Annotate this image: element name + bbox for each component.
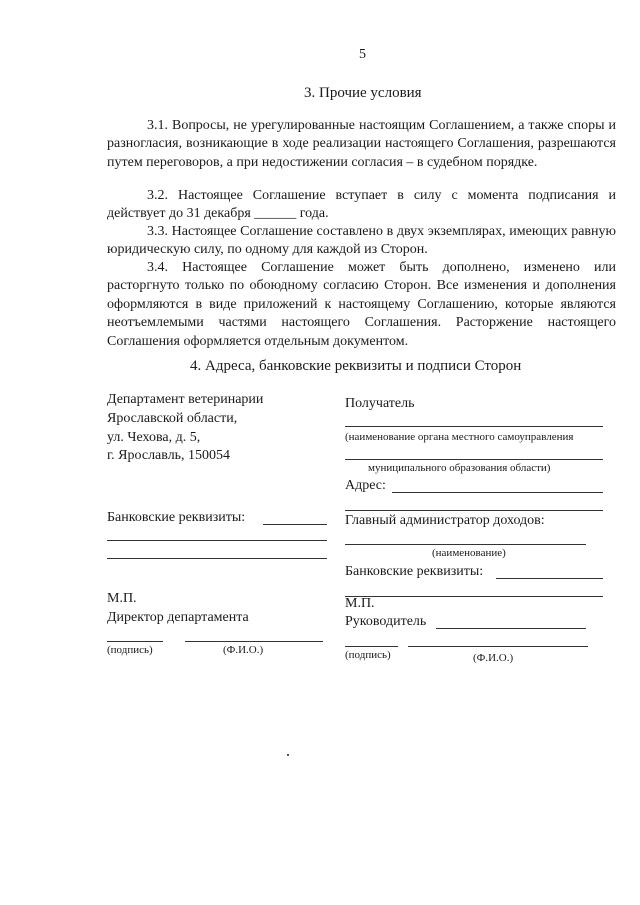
right-fio-line [408, 646, 588, 647]
left-org-line-2: Ярославской области, [107, 411, 238, 426]
left-bank-line-3 [107, 558, 327, 559]
right-name-caption-1: (наименование органа местного самоуправления [345, 431, 574, 443]
right-admin-caption: (наименование) [432, 547, 506, 559]
right-bank-label: Банковские реквизиты: [345, 564, 484, 579]
right-bank-line-2 [345, 596, 603, 597]
right-recipient-label: Получатель [345, 396, 415, 411]
paragraph-3-2: 3.2. Настоящее Соглашение вступает в силу с момента подписания и действует до 31 декабря ______ года. [107, 188, 616, 222]
left-mp: М.П. [107, 591, 137, 606]
left-bank-line-2 [107, 540, 327, 541]
right-position: Руководитель [345, 614, 427, 629]
section-4-heading: 4. Адреса, банковские реквизиты и подписи Сторон [190, 358, 522, 374]
right-name-caption-2: муниципального образования области) [368, 462, 551, 474]
right-fio-caption: (Ф.И.О.) [473, 652, 514, 664]
right-position-line [436, 628, 586, 629]
left-position: Директор департамента [107, 610, 249, 625]
section-3-heading: 3. Прочие условия [304, 85, 422, 101]
left-bank-label: Банковские реквизиты: [107, 510, 246, 525]
left-signature-caption: (подпись) [107, 644, 153, 656]
left-address-line-1: ул. Чехова, д. 5, [107, 430, 201, 445]
right-mp: М.П. [345, 596, 375, 611]
left-signature-line [107, 641, 163, 642]
left-fio-caption: (Ф.И.О.) [223, 644, 264, 656]
left-address-line-2: г. Ярославль, 150054 [107, 448, 231, 463]
right-admin-line [345, 544, 586, 545]
right-address-line-2 [345, 510, 603, 511]
left-fio-line [185, 641, 323, 642]
right-address-label: Адрес: [345, 478, 386, 493]
scan-speck [287, 754, 289, 756]
paragraph-3-3: 3.3. Настоящее Соглашение составлено в двух экземплярах, имеющих равную юридическую силу, по одному для каждой из Сторон. [107, 224, 616, 258]
left-bank-line-1 [263, 524, 327, 525]
right-bank-line-1 [496, 578, 603, 579]
right-signature-line [345, 646, 398, 647]
paragraph-3-4: 3.4. Настоящее Соглашение может быть дополнено, изменено или расторгнуто только по обоюдному согласию Сторон. Все изменения и дополнения оформляются в виде приложений к настоящему Соглашению, которые являются неотъемлемыми частями настоящего Соглашения. Расторжение настоящего Соглашения оформляется отдельным документом. [107, 260, 616, 349]
right-signature-caption: (подпись) [345, 649, 391, 661]
page-number: 5 [359, 47, 366, 62]
right-name-line-2 [345, 459, 603, 460]
right-name-line-1 [345, 426, 603, 427]
left-org-line-1: Департамент ветеринарии [107, 392, 264, 407]
right-address-line-1 [392, 492, 603, 493]
right-admin-label: Главный администратор доходов: [345, 513, 545, 528]
paragraph-3-1: 3.1. Вопросы, не урегулированные настоящим Соглашением, а также споры и разногласия, возникающие в ходе реализации настоящего Соглашения, разрешаются путем переговоров, а при недостижении согласия – в судебном порядке. [107, 118, 616, 170]
